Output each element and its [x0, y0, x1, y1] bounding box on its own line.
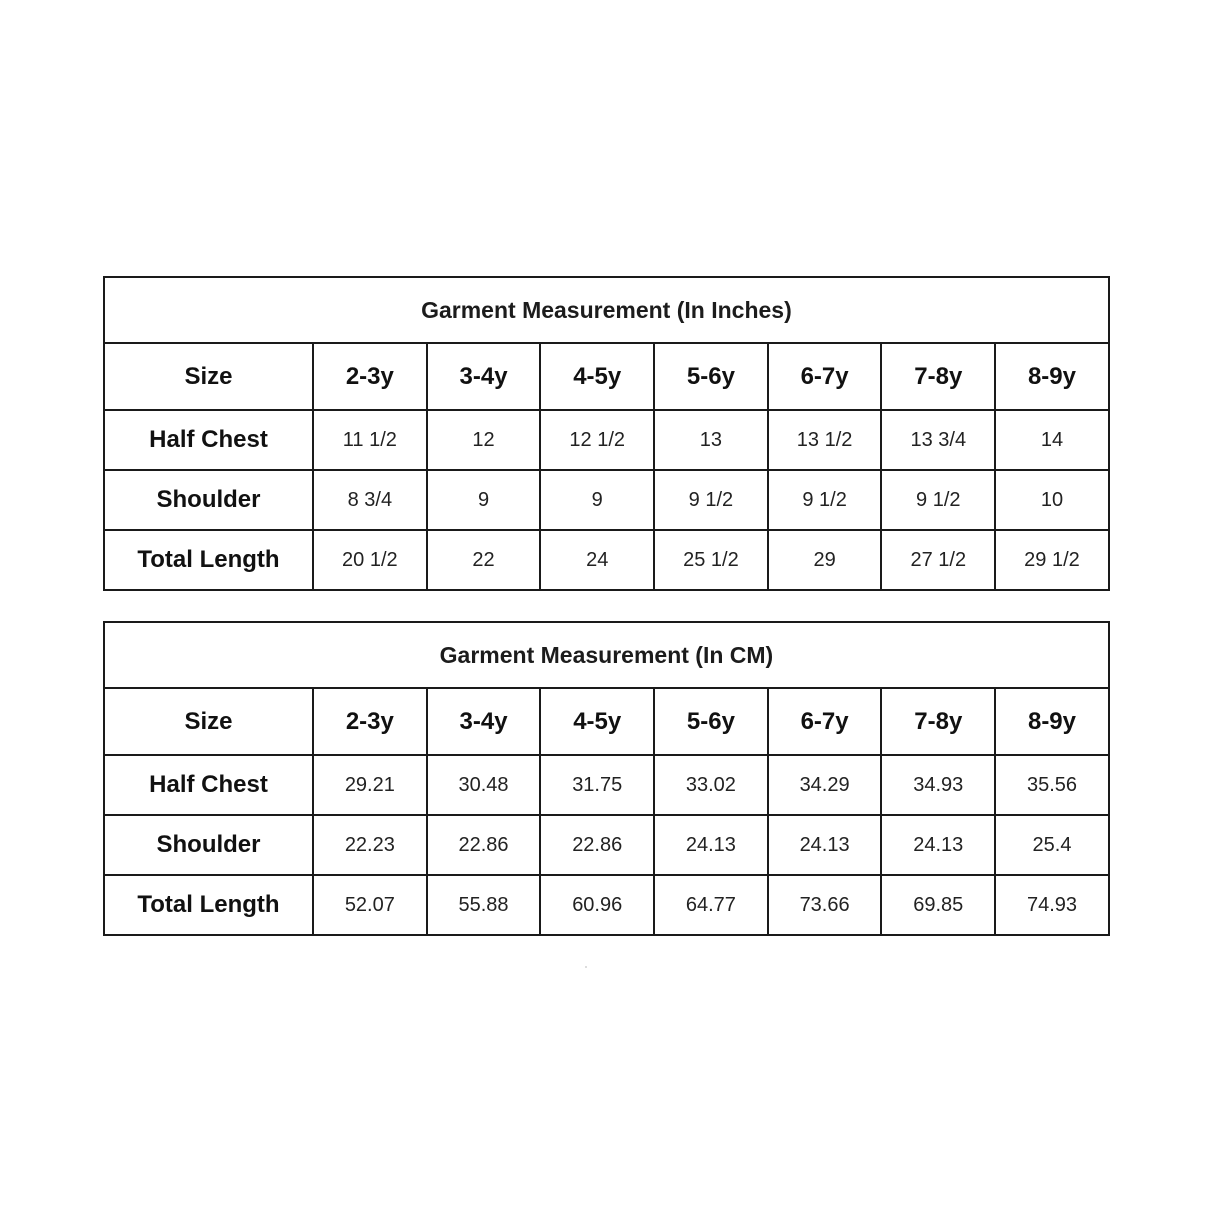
- table-cell: 14: [995, 410, 1109, 470]
- table-cell: 25.4: [995, 815, 1109, 875]
- table-cell: 12 1/2: [540, 410, 654, 470]
- table-cell: 9 1/2: [654, 470, 768, 530]
- table-cell: 24.13: [768, 815, 882, 875]
- table-cell: 24: [540, 530, 654, 590]
- table-cell: 30.48: [427, 755, 541, 815]
- size-chart-cm-table: [103, 621, 1110, 936]
- row-label: Total Length: [104, 530, 313, 590]
- table-cell: 24.13: [654, 815, 768, 875]
- size-header-label: Size: [104, 688, 313, 755]
- size-chart-inches-table: [103, 276, 1110, 591]
- table-cell: 22.23: [313, 815, 427, 875]
- size-column-header: 7-8y: [881, 688, 995, 755]
- table-cell: 29: [768, 530, 882, 590]
- row-label: Shoulder: [104, 470, 313, 530]
- header-row: [104, 688, 1109, 755]
- table-cell: 33.02: [654, 755, 768, 815]
- table-cell: 13: [654, 410, 768, 470]
- size-column-header: 4-5y: [540, 343, 654, 410]
- table-cell: 12: [427, 410, 541, 470]
- table-cell: 34.29: [768, 755, 882, 815]
- header-row: [104, 343, 1109, 410]
- table-cell: 13 3/4: [881, 410, 995, 470]
- table-title: Garment Measurement (In CM): [104, 622, 1109, 688]
- size-column-header: 6-7y: [768, 688, 882, 755]
- table-cell: 25 1/2: [654, 530, 768, 590]
- size-column-header: 6-7y: [768, 343, 882, 410]
- table-row-total-length: [104, 875, 1109, 935]
- size-column-header: 8-9y: [995, 688, 1109, 755]
- table-row-half-chest: [104, 755, 1109, 815]
- table-cell: 34.93: [881, 755, 995, 815]
- table-row-total-length: [104, 530, 1109, 590]
- table-cell: 22: [427, 530, 541, 590]
- table-title: Garment Measurement (In Inches): [104, 277, 1109, 343]
- size-column-header: 3-4y: [427, 343, 541, 410]
- size-column-header: 2-3y: [313, 688, 427, 755]
- table-cell: 8 3/4: [313, 470, 427, 530]
- table-cell: 29.21: [313, 755, 427, 815]
- table-cell: 9: [540, 470, 654, 530]
- size-header-label: Size: [104, 343, 313, 410]
- table-cell: 64.77: [654, 875, 768, 935]
- table-cell: 69.85: [881, 875, 995, 935]
- table-cell: 9 1/2: [768, 470, 882, 530]
- table-cell: 9: [427, 470, 541, 530]
- table-cell: 22.86: [427, 815, 541, 875]
- table-cell: 11 1/2: [313, 410, 427, 470]
- table-cell: 10: [995, 470, 1109, 530]
- row-label: Total Length: [104, 875, 313, 935]
- size-column-header: 5-6y: [654, 343, 768, 410]
- size-column-header: 4-5y: [540, 688, 654, 755]
- table-cell: 29 1/2: [995, 530, 1109, 590]
- table-cell: 9 1/2: [881, 470, 995, 530]
- size-column-header: 7-8y: [881, 343, 995, 410]
- table-cell: 31.75: [540, 755, 654, 815]
- decorative-dot: [585, 966, 587, 968]
- table-row-shoulder: [104, 815, 1109, 875]
- table-row-shoulder: [104, 470, 1109, 530]
- table-cell: 22.86: [540, 815, 654, 875]
- size-column-header: 2-3y: [313, 343, 427, 410]
- row-label: Half Chest: [104, 755, 313, 815]
- size-column-header: 5-6y: [654, 688, 768, 755]
- table-cell: 13 1/2: [768, 410, 882, 470]
- size-column-header: 3-4y: [427, 688, 541, 755]
- table-row-half-chest: [104, 410, 1109, 470]
- table-cell: 52.07: [313, 875, 427, 935]
- table-cell: 60.96: [540, 875, 654, 935]
- table-cell: 73.66: [768, 875, 882, 935]
- table-cell: 35.56: [995, 755, 1109, 815]
- size-column-header: 8-9y: [995, 343, 1109, 410]
- row-label: Shoulder: [104, 815, 313, 875]
- table-cell: 27 1/2: [881, 530, 995, 590]
- table-cell: 55.88: [427, 875, 541, 935]
- row-label: Half Chest: [104, 410, 313, 470]
- table-cell: 20 1/2: [313, 530, 427, 590]
- table-cell: 74.93: [995, 875, 1109, 935]
- table-cell: 24.13: [881, 815, 995, 875]
